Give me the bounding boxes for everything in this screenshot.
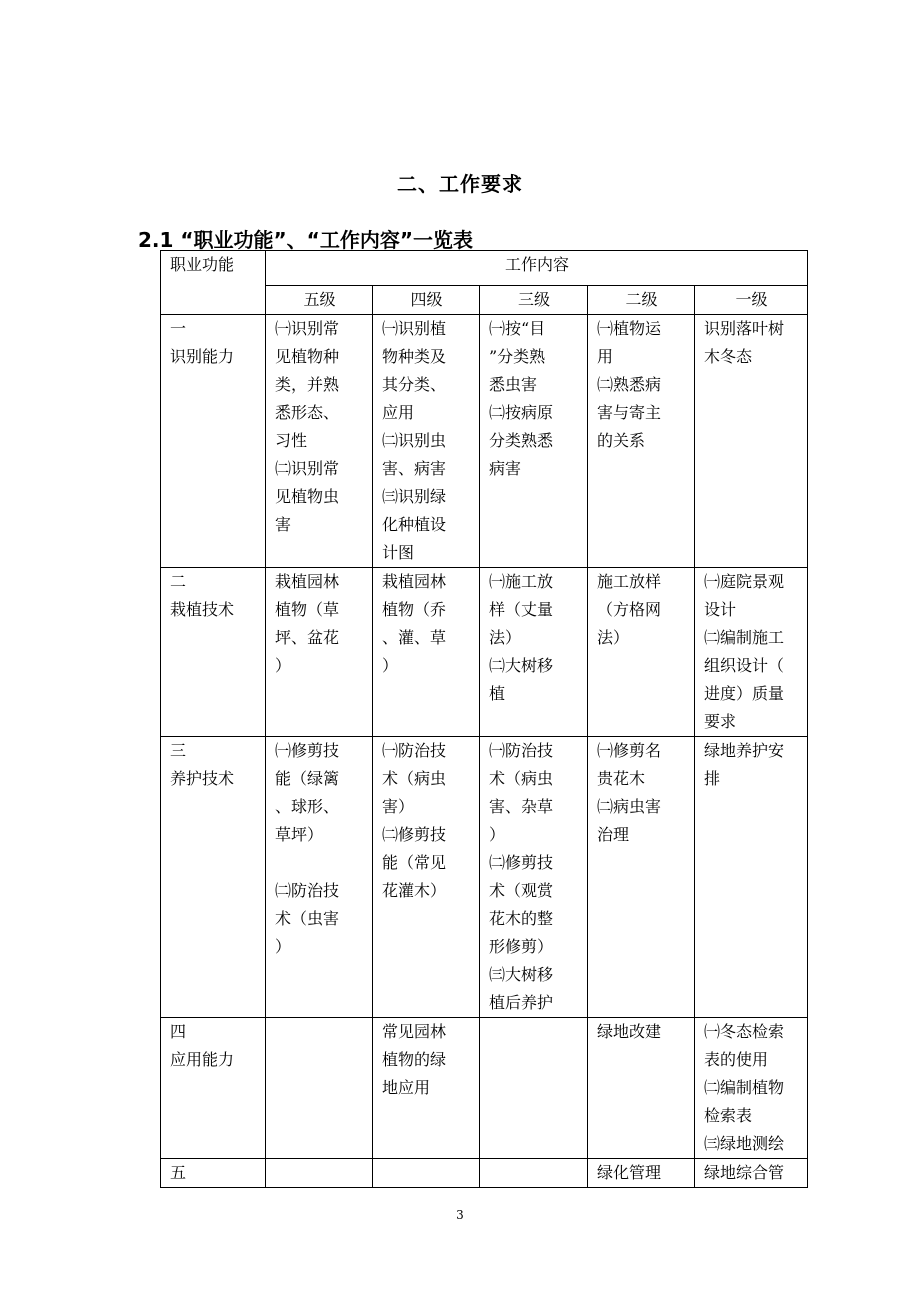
cell-line: 的关系 (597, 431, 646, 450)
cell-line: ㈠修剪名 (597, 741, 662, 760)
cell-line: ”分类熟 (489, 347, 546, 366)
cell-line: 术（病虫 (489, 769, 554, 788)
content-cell (266, 1159, 373, 1188)
cell-line: 植物（乔 (382, 600, 447, 619)
cell-line: ㈡大树移 (489, 656, 554, 675)
cell-line: 害与寄主 (597, 403, 662, 422)
content-cell (695, 315, 808, 568)
content-cell (588, 568, 695, 737)
content-cell (695, 1159, 808, 1188)
cell-line: 治理 (597, 825, 630, 844)
work-content-table (160, 250, 808, 1188)
cell-line: 排 (704, 769, 721, 788)
cell-line: 习性 (275, 431, 308, 450)
table-row (161, 1018, 808, 1159)
cell-line: ㈡识别虫 (382, 431, 447, 450)
cell-line: （方格网 (597, 600, 662, 619)
cell-line: 法） (489, 628, 522, 647)
cell-line: 栽植园林 (275, 572, 340, 591)
cell-line: 计图 (382, 543, 415, 562)
cell-line: 绿地改建 (597, 1022, 662, 1041)
cell-line: ㈡按病原 (489, 403, 554, 422)
content-cell (266, 737, 373, 1018)
cell-line (275, 849, 364, 877)
cell-line: ㈡病虫害 (597, 797, 662, 816)
function-cell (161, 737, 266, 1018)
cell-line: 检索表 (704, 1106, 753, 1125)
cell-line: 见植物虫 (275, 487, 340, 506)
content-cell (588, 737, 695, 1018)
table-row (161, 568, 808, 737)
cell-line: 花灌木） (382, 881, 447, 900)
function-cell (161, 568, 266, 737)
header-row (161, 251, 808, 286)
cell-line: ㈡识别常 (275, 459, 340, 478)
function-line: 五 (170, 1163, 187, 1182)
cell-line: ） (489, 825, 506, 844)
cell-line: 悉虫害 (489, 375, 538, 394)
cell-line: 木冬态 (704, 347, 753, 366)
cell-line: 地应用 (382, 1078, 431, 1097)
content-cell (373, 315, 480, 568)
cell-line: ） (382, 656, 399, 675)
function-cell (161, 1018, 266, 1159)
content-cell (588, 315, 695, 568)
table-row (161, 1159, 808, 1188)
cell-line: 术（观赏 (489, 881, 554, 900)
cell-line: ） (275, 937, 292, 956)
content-cell (266, 1018, 373, 1159)
function-line: 识别能力 (170, 347, 235, 366)
cell-line: ㈠识别植 (382, 319, 447, 338)
level-header: 一级 (695, 286, 808, 315)
cell-line: 要求 (704, 712, 737, 731)
cell-line: 害、病害 (382, 459, 447, 478)
cell-line: 、灌、草 (382, 628, 447, 647)
cell-line: 法） (597, 628, 630, 647)
cell-line: ） (275, 656, 292, 675)
cell-line: 花木的整 (489, 909, 554, 928)
cell-line: 施工放样 (597, 572, 662, 591)
cell-line: 应用 (382, 403, 415, 422)
cell-line: ㈠庭院景观 (704, 572, 785, 591)
cell-line: ㈠植物运 (597, 319, 662, 338)
cell-line: 害、杂草 (489, 797, 554, 816)
function-header: 职业功能 (161, 251, 266, 315)
cell-line: 形修剪） (489, 937, 554, 956)
cell-line: 栽植园林 (382, 572, 447, 591)
cell-line: 绿地养护安 (704, 741, 785, 760)
cell-line: 植 (489, 684, 506, 703)
cell-line: ㈠防治技 (382, 741, 447, 760)
cell-line: 植物的绿 (382, 1050, 447, 1069)
cell-line: 物种类及 (382, 347, 447, 366)
function-line: 三 (170, 741, 187, 760)
cell-line: ㈢绿地测绘 (704, 1134, 785, 1153)
function-line: 养护技术 (170, 769, 235, 788)
content-cell (480, 1018, 588, 1159)
cell-line: 病害 (489, 459, 522, 478)
table-title: 2.1 “职业功能”、“工作内容”一览表 (138, 228, 473, 252)
function-line: 四 (170, 1022, 187, 1041)
level-header: 二级 (588, 286, 695, 315)
table-row (161, 737, 808, 1018)
cell-line: 其分类、 (382, 375, 447, 394)
cell-line: 贵花木 (597, 769, 646, 788)
function-line: 栽植技术 (170, 600, 235, 619)
cell-line: ㈡防治技 (275, 881, 340, 900)
function-line: 二 (170, 572, 187, 591)
level-header: 四级 (373, 286, 480, 315)
cell-line: 术（病虫 (382, 769, 447, 788)
cell-line: 表的使用 (704, 1050, 769, 1069)
content-cell (266, 315, 373, 568)
level-header: 五级 (266, 286, 373, 315)
level-header: 三级 (480, 286, 588, 315)
function-cell (161, 1159, 266, 1188)
cell-line: ㈡修剪技 (489, 853, 554, 872)
function-line: 应用能力 (170, 1050, 235, 1069)
content-cell (695, 568, 808, 737)
cell-line: 害） (382, 797, 415, 816)
cell-line: 用 (597, 347, 614, 366)
function-cell (161, 315, 266, 568)
cell-line: ㈠防治技 (489, 741, 554, 760)
cell-line: ㈢识别绿 (382, 487, 447, 506)
cell-line: 绿地综合管 (704, 1163, 785, 1182)
cell-line: 分类熟悉 (489, 431, 554, 450)
cell-line: 设计 (704, 600, 737, 619)
page-number: 3 (456, 1208, 464, 1222)
cell-line: ㈠冬态检索 (704, 1022, 785, 1041)
cell-line: 类，并熟 (275, 375, 340, 394)
cell-line: 见植物种 (275, 347, 340, 366)
content-cell (480, 315, 588, 568)
cell-line: ㈡编制施工 (704, 628, 785, 647)
cell-line: ㈡熟悉病 (597, 375, 662, 394)
content-cell (266, 568, 373, 737)
content-header: 工作内容 (266, 251, 808, 286)
cell-line: ㈠修剪技 (275, 741, 340, 760)
table-row (161, 315, 808, 568)
content-cell (480, 1159, 588, 1188)
cell-line: 坪、盆花 (275, 628, 340, 647)
function-line: 一 (170, 319, 187, 338)
cell-line: 绿化管理 (597, 1163, 662, 1182)
content-cell (480, 737, 588, 1018)
cell-line: ㈡修剪技 (382, 825, 447, 844)
content-cell (373, 568, 480, 737)
cell-line: 样（丈量 (489, 600, 554, 619)
cell-line: 能（绿篱 (275, 769, 340, 788)
cell-line: 组织设计（ (704, 656, 785, 675)
cell-line: 、球形、 (275, 797, 340, 816)
cell-line: 术（虫害 (275, 909, 340, 928)
cell-line: 植物（草 (275, 600, 340, 619)
cell-line: 害 (275, 515, 292, 534)
content-cell (695, 737, 808, 1018)
cell-line: ㈠施工放 (489, 572, 554, 591)
cell-line: 草坪） (275, 825, 324, 844)
cell-line: 能（常见 (382, 853, 447, 872)
cell-line: ㈠按“目 (489, 319, 546, 338)
cell-line: 进度）质量 (704, 684, 785, 703)
content-cell (588, 1018, 695, 1159)
cell-line: ㈡编制植物 (704, 1078, 785, 1097)
content-cell (373, 1018, 480, 1159)
content-cell (373, 1159, 480, 1188)
cell-line: ㈠识别常 (275, 319, 340, 338)
content-cell (695, 1018, 808, 1159)
content-cell (588, 1159, 695, 1188)
cell-line: 常见园林 (382, 1022, 447, 1041)
content-cell (480, 568, 588, 737)
cell-line: 植后养护 (489, 993, 554, 1012)
cell-line: 识别落叶树 (704, 319, 785, 338)
content-cell (373, 737, 480, 1018)
section-title: 二、工作要求 (397, 172, 523, 196)
cell-line: ㈢大树移 (489, 965, 554, 984)
cell-line: 悉形态、 (275, 403, 340, 422)
cell-line: 化种植设 (382, 515, 447, 534)
